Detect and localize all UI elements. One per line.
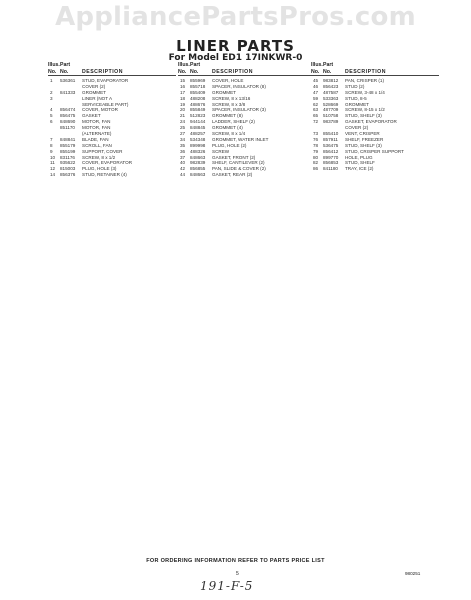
part-description: STUD, CRISPER SUPPORT [345,148,404,154]
part-description: SPACER, INSULATOR (8) [212,83,266,89]
illus-number: 7 [50,136,53,142]
part-description: COVER, HOLE [212,78,244,83]
part-description: STUD, RETAINER (4) [82,172,127,178]
illus-number: 72 [313,119,319,125]
part-description: PLUG, HOLE (2) [212,142,247,148]
ordering-footer: FOR ORDERING INFORMATION REFER TO PARTS PRICE LIST [146,558,325,564]
part-description: SPACER, INSULATOR (3) [212,107,266,113]
part-description: SCREW [212,148,230,154]
part-number: 841180 [323,166,338,172]
illus-number: 80 [313,154,319,160]
illus-number: 42 [180,166,186,172]
part-description: SCROLL, FAN [82,142,112,148]
part-number: 534348 [190,136,206,142]
part-description: COVER, EVAPORATOR [82,160,133,166]
illus-number: 5 [50,113,53,119]
part-number: 983812 [323,78,339,83]
part-description: COVER (2) [345,125,369,131]
header-illus-no: No. [311,69,320,75]
part-description: GROMMET [212,89,236,95]
part-description: SCREW, 8 x 13/16 [212,95,251,101]
parts-column-3 [311,62,439,172]
illus-number: 16 [180,83,186,89]
part-number: 855718 [190,83,206,89]
part-description: PAN, SLIDE & COVER (2) [212,166,266,172]
part-description: LINER (NOT A [82,95,113,101]
illus-number: 86 [313,166,319,172]
part-description: GROMMET, WATER INLET [212,136,269,142]
header-description: DESCRIPTION [82,69,123,75]
header-part: Part [190,62,201,68]
illus-number: 10 [50,154,56,160]
header-rule [311,75,439,76]
part-number: 512823 [190,113,206,119]
part-description: STUD (2) [345,83,365,89]
part-number: 855410 [323,131,339,137]
model-subtitle: For Model ED1 17INKWR-0 [168,53,303,63]
part-number: 831176 [60,154,75,160]
illus-number: 18 [180,95,186,101]
header-illus: Illus. [178,62,190,68]
part-number: 856423 [323,83,339,89]
parts-column-2 [178,62,313,178]
part-description: SCREW, 8 x 3/8 [212,101,246,107]
illus-number: 8 [50,142,53,148]
part-number: 848841 [60,136,76,142]
illus-number: 79 [313,148,319,154]
part-number: 488676 [190,101,206,107]
part-description: SCREW, 3-48 x 1/4 [345,89,385,95]
part-description: HOLE, PLUG [345,154,373,160]
illus-number: 44 [180,172,186,178]
part-description: (ALTERNATE) [82,131,112,137]
column-header [48,62,176,75]
part-description: STUD, 8-5 [345,95,367,101]
part-description: SUPPORT, COVER [82,148,123,154]
part-number: 856412 [323,148,339,154]
part-number: 899998 [190,142,206,148]
part-number: 848663 [190,154,206,160]
part-description: GASKET [82,113,101,119]
part-number: 899770 [323,154,339,160]
part-number: 857911 [323,136,338,142]
header-part-no: No. [190,69,199,75]
part-number: 841333 [60,89,76,95]
header-part-no: No. [60,69,69,75]
illus-number: 34 [180,136,186,142]
header-rule [178,75,313,76]
part-number: 510758 [323,113,339,119]
part-number: 855849 [190,107,206,113]
part-description: STUD, SHELF (3) [345,113,382,119]
part-number: 815003 [60,166,76,172]
part-description: SCREW, 8 x 1/2 [82,154,116,160]
illus-number: 9 [50,148,53,154]
page-number: 5 [236,571,239,577]
header-illus: Illus. [48,62,60,68]
part-description: GASKET, REAR (2) [212,172,253,178]
part-description: STUD, SHELF [345,160,375,166]
illus-number: 15 [180,78,186,83]
illus-number: 25 [180,125,186,131]
part-number: 848690 [60,119,76,125]
part-description: SHELF, FREEZER [345,136,384,142]
part-number: 856376 [60,172,76,178]
part-description: VENT, CRISPER [345,131,380,137]
illus-number: 73 [313,131,319,137]
part-description: BLADE, FAN [82,136,109,142]
part-number: 856474 [60,107,76,113]
part-description: GROMMET (4) [212,125,243,131]
part-number: 855179 [60,142,76,148]
part-number: 848845 [190,125,206,131]
part-number: 856475 [60,113,76,119]
part-description: LADDER, SHELF (2) [212,119,255,125]
part-number: 488208 [190,95,206,101]
part-number: 944144 [190,119,206,125]
part-description: GROMMET (8) [212,113,243,119]
illus-number: 65 [313,113,319,119]
parts-row [311,166,439,172]
part-description: PLUG, HOLE (3) [82,166,117,172]
part-number: 533363 [323,95,339,101]
part-number: 855969 [190,78,206,83]
illus-number: 76 [313,136,319,142]
header-illus: Illus. [311,62,323,68]
part-number: 536361 [60,78,76,83]
part-description: GROMMET [82,89,106,95]
part-number: 856855 [190,166,206,172]
parts-column-1 [48,62,176,178]
illus-number: 46 [313,83,319,89]
illus-number: 20 [180,107,186,113]
part-description: MOTOR, FAN [82,119,111,125]
header-part: Part [323,62,334,68]
illus-number: 24 [180,119,186,125]
part-number: 851170 [60,125,75,131]
part-number: 848663 [190,172,206,178]
illus-number: 6 [50,119,53,125]
illus-number: 36 [180,148,186,154]
part-description: GROMMET [345,101,369,107]
illus-number: 35 [180,142,186,148]
part-number: 855409 [190,89,206,95]
part-description: COVER (2) [82,83,106,89]
illus-number: 11 [50,160,55,166]
illus-number: 3 [50,95,53,101]
column-header [178,62,313,75]
part-number: 855199 [60,148,76,154]
illus-number: 47 [313,89,319,95]
part-number: 856853 [323,160,339,166]
parts-row [178,172,313,178]
illus-number: 1 [50,78,53,83]
illus-number: 12 [50,166,56,172]
illus-number: 21 [180,113,186,119]
part-number: 487709 [323,107,339,113]
illus-number: 45 [313,78,319,83]
illus-number: 27 [180,131,186,137]
parts-row [48,172,176,178]
part-number: 528669 [323,101,339,107]
date-code: 980251 [405,571,421,576]
part-number: 935622 [60,160,76,166]
illus-number: 19 [180,101,186,107]
handwritten-note: 191-F-5 [200,579,254,593]
part-description: GASKET, FRONT (2) [212,154,256,160]
illus-number: 59 [313,95,319,101]
part-description: STUD, EVAPORATOR [82,78,129,83]
part-number: 983789 [323,119,339,125]
page-title: LINER PARTS [176,37,295,55]
header-rule [48,75,176,76]
column-header [311,62,439,75]
part-number: 488326 [190,148,206,154]
illus-number: 14 [50,172,56,178]
header-part-no: No. [323,69,332,75]
part-description: SERVICEABLE PART) [82,101,129,107]
part-number: 487587 [323,89,339,95]
part-description: COVER, MOTOR [82,107,118,113]
header-description: DESCRIPTION [345,69,386,75]
illus-number: 17 [180,89,186,95]
header-part: Part [60,62,71,68]
illus-number: 82 [313,160,319,166]
part-description: STUD, SHELF (3) [345,142,382,148]
part-description: SCREW, 8-15 x 1/2 [345,107,385,113]
part-description: TRAY, ICE (2) [345,166,374,172]
part-description: MOTOR, FAN [82,125,111,131]
part-description: SCREW, 8 x 1/4 [212,131,246,137]
part-description: GASKET, EVAPORATOR [345,119,397,125]
illus-number: 4 [50,107,53,113]
part-number: 488257 [190,131,206,137]
watermark: AppliancePartsPros.com [55,2,416,32]
illus-number: 62 [313,101,319,107]
illus-number: 78 [313,142,319,148]
header-illus-no: No. [48,69,57,75]
header-illus-no: No. [178,69,187,75]
illus-number: 63 [313,107,319,113]
header-description: DESCRIPTION [212,69,253,75]
part-description: SHELF, CANTILEVER (2) [212,160,265,166]
illus-number: 37 [180,154,186,160]
illus-number: 2 [50,89,53,95]
part-description: PAN, CRISPER (1) [345,78,384,83]
illus-number: 40 [180,160,186,166]
part-number: 982839 [190,160,206,166]
part-number: 536475 [323,142,339,148]
